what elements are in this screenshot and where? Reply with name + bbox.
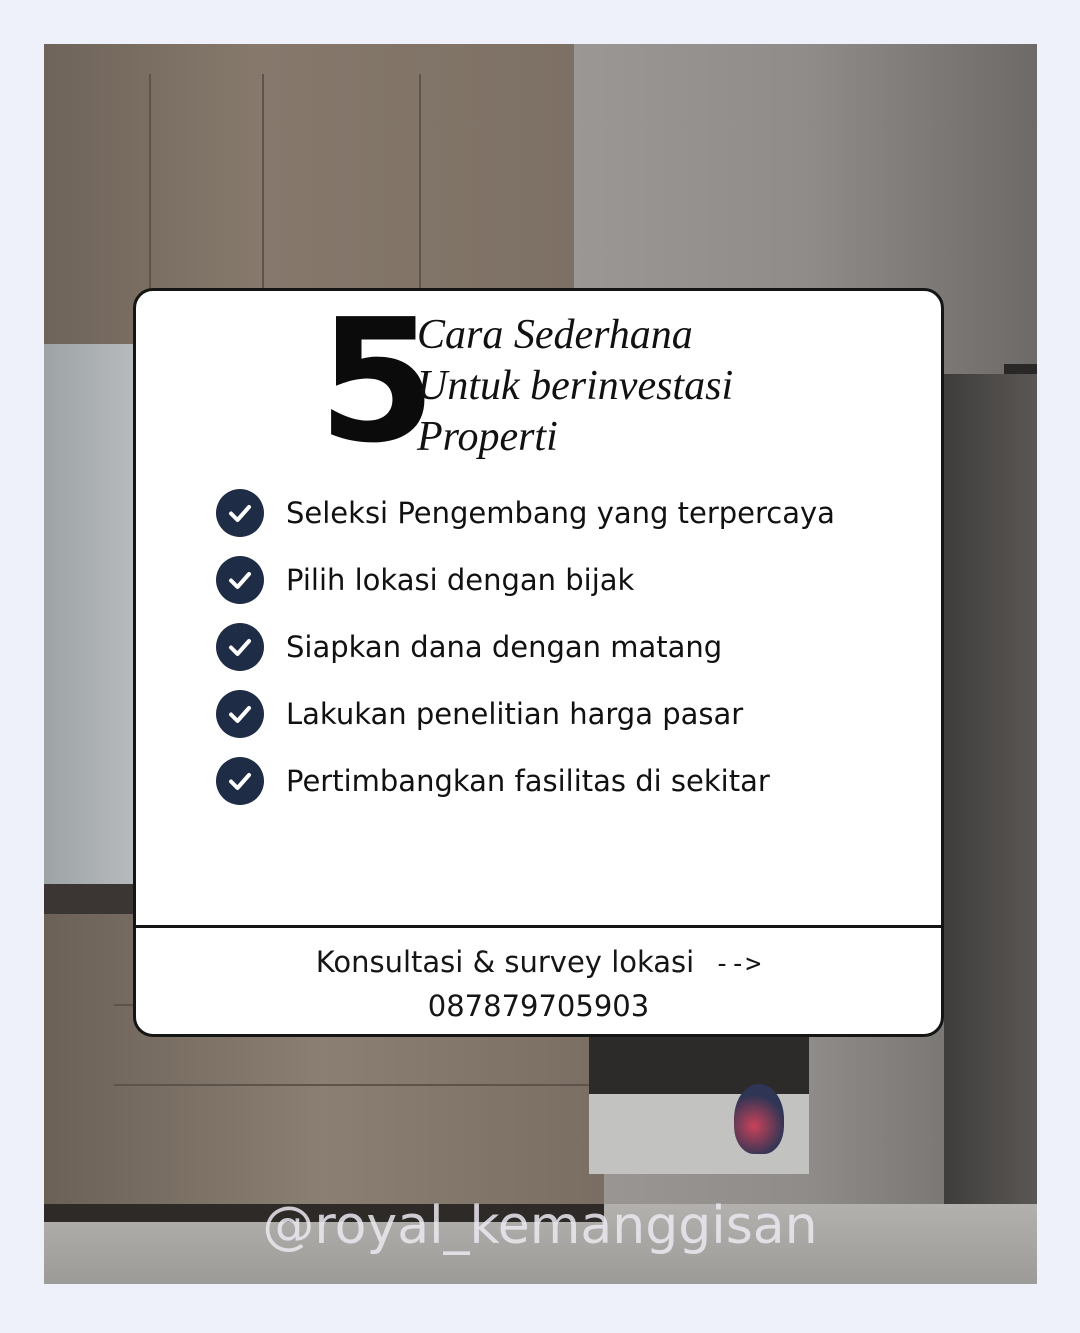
title-line-1: Cara Sederhana [417, 312, 693, 358]
photo-cabinet-seam [262, 74, 264, 324]
check-circle-icon [216, 623, 264, 671]
contact-phone: 087879705903 [427, 989, 650, 1023]
info-card [133, 288, 944, 1037]
list-item [216, 479, 916, 546]
consultation-cta [136, 945, 941, 979]
list-item [216, 747, 916, 814]
list-item-label: Siapkan dana dengan matang [286, 629, 723, 664]
list-item [216, 680, 916, 747]
list-item [216, 613, 916, 680]
list-item-label: Lakukan penelitian harga pasar [286, 696, 744, 731]
photo-cabinet-seam [149, 74, 151, 324]
photo-door [944, 374, 1037, 1204]
photo-oven [589, 1034, 809, 1094]
list-item-label: Seleksi Pengembang yang terpercaya [286, 495, 835, 530]
photo-drawer-seam [114, 1084, 604, 1086]
arrow-right-icon: --> [714, 949, 762, 979]
list-item-label: Pilih lokasi dengan bijak [286, 562, 635, 597]
photo-mop [734, 1084, 784, 1154]
consultation-cta-label: Konsultasi & survey lokasi [315, 945, 695, 979]
watermark-handle: @royal_kemanggisan [262, 1196, 818, 1256]
photo-cabinet-seam [419, 74, 421, 324]
photo-door-frame [1004, 364, 1037, 374]
list-item [216, 546, 916, 613]
title-line-3: Properti [417, 414, 558, 460]
check-circle-icon [216, 690, 264, 738]
footer-divider [136, 925, 944, 928]
list-item-label: Pertimbangkan fasilitas di sekitar [286, 763, 770, 798]
tips-checklist [216, 479, 916, 814]
check-circle-icon [216, 757, 264, 805]
check-circle-icon [216, 556, 264, 604]
photo-glass-panel [44, 344, 144, 904]
big-number: 5 [318, 288, 431, 481]
title-line-2: Untuk berinvestasi [417, 363, 734, 409]
check-circle-icon [216, 489, 264, 537]
